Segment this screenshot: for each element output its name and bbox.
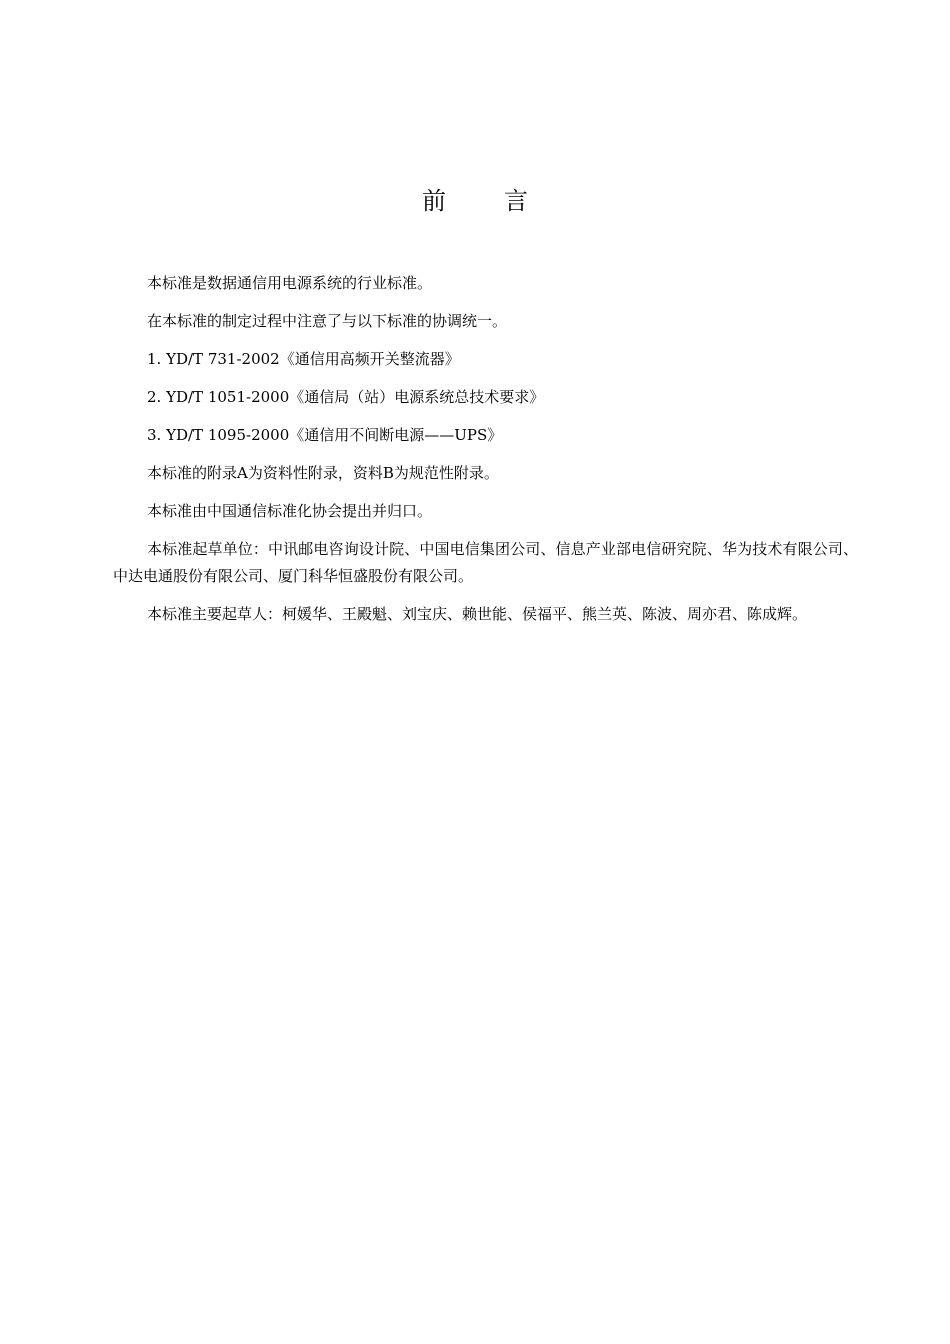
- reference-item-1: 1. YD/T 731-2002《通信用高频开关整流器》: [147, 350, 460, 368]
- paragraph-proposer: 本标准由中国通信标准化协会提出并归口。: [147, 502, 433, 520]
- page-title: [0, 183, 950, 219]
- paragraph-drafting-units: 本标准起草单位：中讯邮电咨询设计院、中国电信集团公司、信息产业部电信研究院、华为技术有限公司、中达电通股份有限公司、厦门科华恒盛股份有限公司。: [113, 540, 858, 585]
- title-char-2: 言: [504, 187, 528, 215]
- paragraph-appendix: 本标准的附录A为资料性附录，资料B为规范性附录。: [147, 464, 499, 482]
- paragraph-scope: 本标准是数据通信用电源系统的行业标准。: [147, 274, 433, 292]
- foreword-body: [113, 270, 858, 639]
- title-char-1: 前: [422, 187, 446, 215]
- paragraph-drafters: 本标准主要起草人：柯媛华、王殿魁、刘宝庆、赖世能、侯福平、熊兰英、陈波、周亦君、陈成辉。: [147, 605, 808, 623]
- reference-item-3: 3. YD/T 1095-2000《通信用不间断电源——UPS》: [147, 426, 503, 444]
- paragraph-coordination: 在本标准的制定过程中注意了与以下标准的协调统一。: [147, 312, 508, 330]
- reference-item-2: 2. YD/T 1051-2000《通信局（站）电源系统总技术要求》: [147, 388, 545, 406]
